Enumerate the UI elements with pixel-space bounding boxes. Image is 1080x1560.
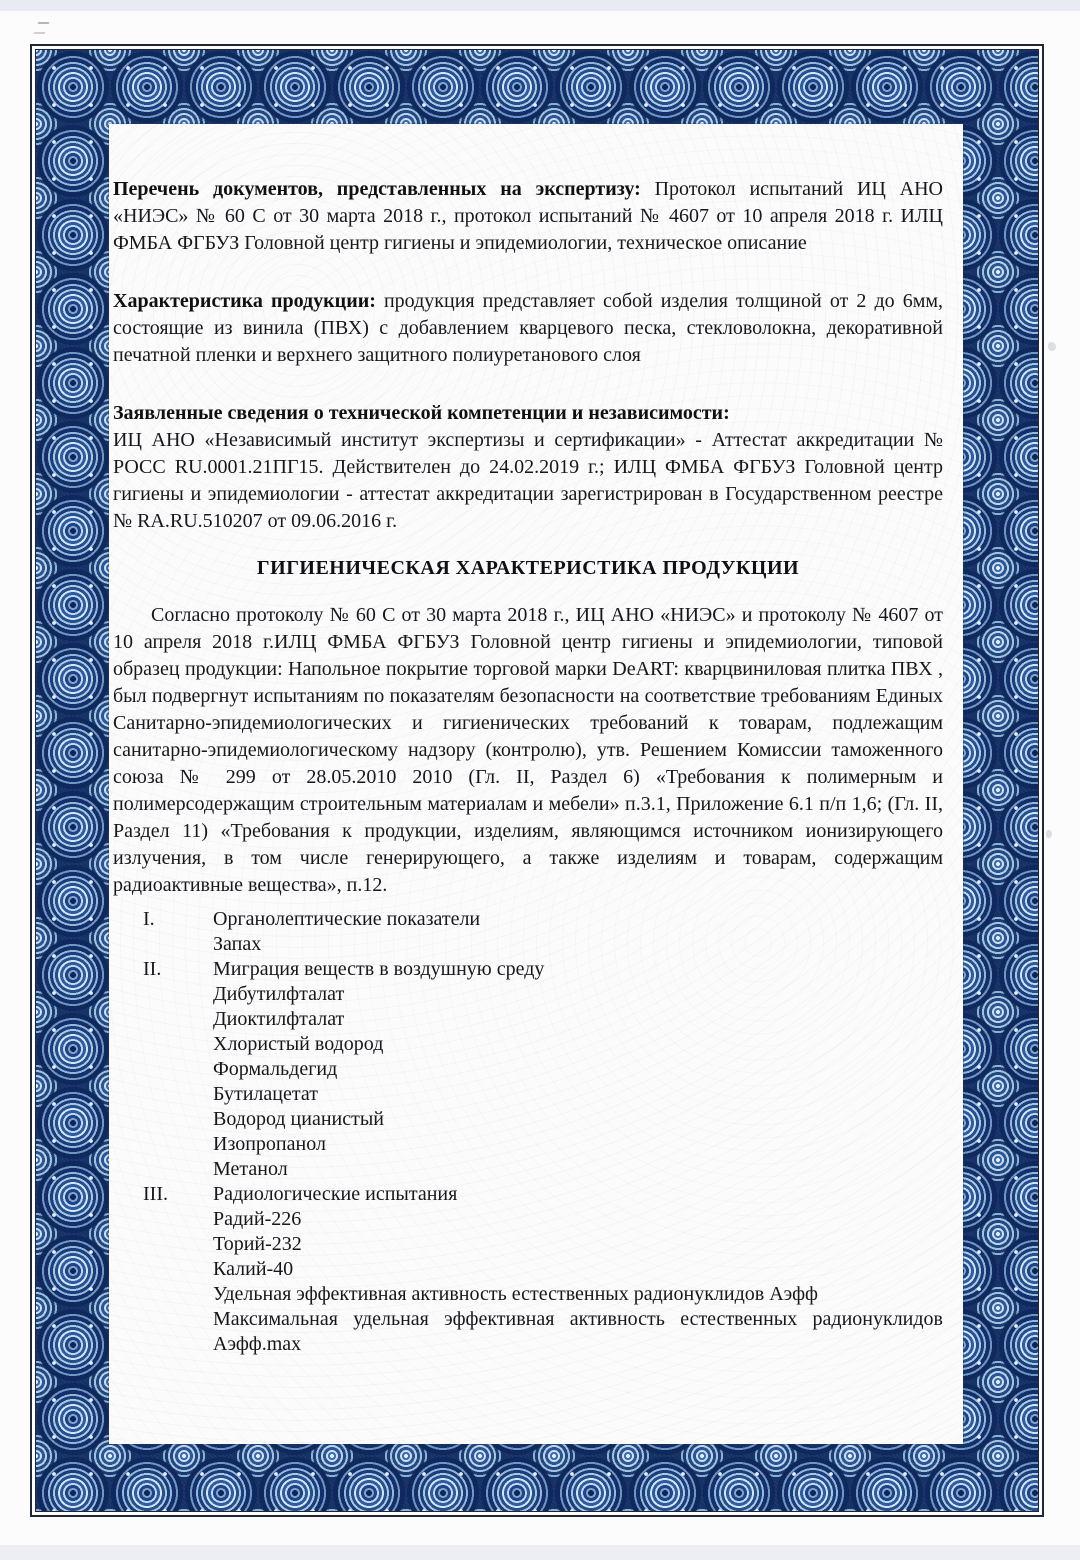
- paragraph-lead: Заявленные сведения о технической компетенции и независимости:: [113, 402, 730, 424]
- list-item: [113, 1107, 943, 1132]
- list-numeral: III.: [143, 1183, 168, 1205]
- paragraph-text: ИЦ АНО «Независимый институт экспертизы и сертификации» - Аттестат аккредитации № РОСС RU.0001.21ПГ15. Действителен до 24.02.2019 г.; ИЛЦ ФМБА ФГБУЗ Головной центр гигиены и эпидемиологии - аттестат аккредитации зарегистрирован в Государственном реестре № RA.RU.510207 от 09.06.2016 г.: [113, 429, 943, 532]
- list-item: [113, 1132, 943, 1157]
- list-text: Максимальная удельная эффективная активность естественных радионуклидов Аэфф.max: [213, 1308, 943, 1355]
- list-numeral: I.: [143, 908, 155, 930]
- paragraph-product-characteristics: [113, 288, 943, 369]
- scan-edge-top: [0, 0, 1080, 11]
- list-item: [113, 1057, 943, 1082]
- list-text: Запах: [213, 933, 262, 955]
- list-text: Диоктилфталат: [213, 1008, 345, 1030]
- scan-edge-bottom: [0, 1545, 1080, 1560]
- list-numeral: II.: [143, 958, 162, 980]
- list-text: Радий-226: [213, 1208, 302, 1230]
- list-item: [113, 1032, 943, 1057]
- list-item: [113, 1307, 943, 1357]
- document-body: [109, 124, 963, 1444]
- list-item: [113, 1257, 943, 1282]
- list-text: Водород цианистый: [213, 1108, 384, 1130]
- paragraph-hygienic-characteristics: Согласно протоколу № 60 С от 30 марта 2018 г., ИЦ АНО «НИЭС» и протоколу № 4607 от 10 апреля 2018 г.ИЛЦ ФМБА ФГБУЗ Головной центр гигиены и эпидемиологии, типовой образец продукции: Напольное покрытие торговой марки DeART: кварцвиниловая плитка ПВХ , был подвергнут испытаниям по показателям безопасности на соответствие требованиям Единых Санитарно-эпидемиологических и гигиенических требований к товарам, подлежащим санитарно-эпидемиологическому надзору (контролю), утв. Решением Комиссии таможенного союза № 299 от 28.05.2010 2010 (Гл. II, Раздел 6) «Требования к полимерным и полимерсодержащим строительным материалам и мебели» п.3.1, Приложение 6.1 п/п 1,6; (Гл. II, Раздел 11) «Требования к продукции, изделиям, являющимся источником ионизирующего излучения, в том числе генерирующего, а также изделиям и товарам, содержащим радиоактивные вещества», п.12.: [113, 604, 943, 896]
- paragraph-text: Протокол испытаний ИЦ АНО «НИЭС» № 60 С от 30 марта 2018 г., протокол испытаний № 4607 от 10 апреля 2018 г. ИЛЦ ФМБА ФГБУЗ Головной центр гигиены и эпидемиологии, техническое описание: [113, 178, 943, 254]
- list-text: Формальдегид: [213, 1058, 338, 1080]
- list-text: Метанол: [213, 1158, 288, 1180]
- list-text: Миграция веществ в воздушную среду: [213, 958, 545, 980]
- list-item: [113, 1232, 943, 1257]
- list-text: Дибутилфталат: [213, 983, 345, 1005]
- list-text: Торий-232: [213, 1233, 302, 1255]
- list-text: Органолептические показатели: [213, 908, 481, 930]
- scan-artifact: [1048, 342, 1056, 351]
- scan-artifact: [34, 22, 50, 34]
- paragraph-lead: Характеристика продукции:: [113, 290, 376, 312]
- list-text: Радиологические испытания: [213, 1183, 458, 1205]
- paragraph-lead: Перечень документов, представленных на экспертизу:: [113, 178, 641, 200]
- list-text: Изопропанол: [213, 1133, 326, 1155]
- certificate-frame: [30, 44, 1044, 1517]
- list-item: [113, 1007, 943, 1032]
- list-item: [113, 982, 943, 1007]
- list-item: [113, 1182, 943, 1207]
- list-item: [113, 957, 943, 982]
- section-heading: ГИГИЕНИЧЕСКАЯ ХАРАКТЕРИСТИКА ПРОДУКЦИИ: [256, 557, 800, 579]
- list-text: Удельная эффективная активность естественных радионуклидов Аэфф: [213, 1283, 818, 1305]
- list-item: [113, 1282, 943, 1307]
- list-item: [113, 1157, 943, 1182]
- list-text: Калий-40: [213, 1258, 294, 1280]
- paragraph-documents-list: [113, 176, 943, 257]
- paragraph-competence-statement: [113, 400, 943, 535]
- list-text: Бутилацетат: [213, 1083, 318, 1105]
- paragraph-text: продукция представляет собой изделия толщиной от 2 до 6мм, состоящие из винила (ПВХ) с добавлением кварцевого песка, стекловолокна, декоративной печатной пленки и верхнего защитного полиуретанового слоя: [113, 290, 944, 366]
- list-text: Хлористый водород: [213, 1033, 384, 1055]
- scan-artifact: [1046, 830, 1052, 838]
- list-item: [113, 907, 943, 932]
- guilloche-border: [35, 49, 1039, 1512]
- list-item: [113, 932, 943, 957]
- list-item: [113, 1082, 943, 1107]
- list-item: [113, 1207, 943, 1232]
- test-indicator-list: [113, 907, 943, 1357]
